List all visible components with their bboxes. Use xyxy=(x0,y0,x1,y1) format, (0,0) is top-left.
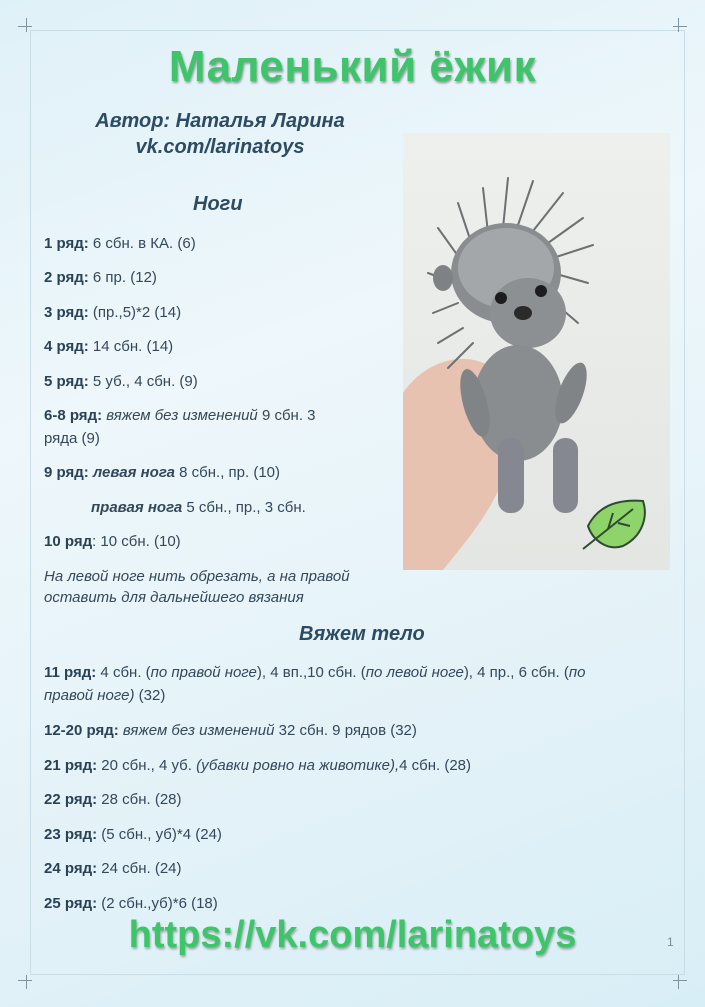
row-text: (пр.,5)*2 (14) xyxy=(88,304,182,321)
row-italic: по левой ноге xyxy=(365,664,464,681)
hedgehog-photo xyxy=(403,133,670,570)
author-link[interactable]: vk.com/larinatoys xyxy=(135,136,305,158)
row-italic: правая нога xyxy=(91,499,183,516)
note-line: На левой ноге нить обрезать, а на правой xyxy=(44,568,350,585)
pattern-row xyxy=(44,461,280,484)
pattern-row xyxy=(44,335,173,358)
row-italic: вяжем без изменений xyxy=(118,722,275,739)
row-italic: по правой ноге xyxy=(150,664,257,681)
row-text: 5 уб., 4 сбн. (9) xyxy=(88,373,198,390)
pattern-row xyxy=(44,857,182,880)
footer-link[interactable]: https://vk.com/larinatoys xyxy=(128,914,577,956)
author-block xyxy=(70,108,370,160)
row-italic: (убавки ровно на животике), xyxy=(196,757,400,774)
row-label: 25 ряд: xyxy=(44,895,98,912)
row-italic: по xyxy=(568,664,586,681)
pattern-row xyxy=(44,530,181,553)
section-heading-legs: Ноги xyxy=(193,193,243,215)
row-text: 6 пр. (12) xyxy=(88,269,157,286)
row-label: 9 ряд: xyxy=(44,464,89,481)
pattern-row xyxy=(44,661,664,707)
row-text: 8 сбн., пр. (10) xyxy=(174,464,281,481)
row-text: ), 4 пр., 6 сбн. ( xyxy=(463,664,569,681)
row-text: ряда (9) xyxy=(44,430,100,447)
row-text: 20 сбн., 4 уб. xyxy=(97,757,197,774)
row-label: 6-8 ряд: xyxy=(44,407,103,424)
page-title: Маленький ёжик xyxy=(168,42,537,91)
row-text: 9 сбн. 3 xyxy=(257,407,316,424)
row-label: 1 ряд: xyxy=(44,235,89,252)
row-text: 28 сбн. (28) xyxy=(97,791,182,808)
row-text: 14 сбн. (14) xyxy=(88,338,174,355)
row-text: ), 4 вп.,10 сбн. ( xyxy=(256,664,366,681)
row-label: 10 ряд xyxy=(44,533,93,550)
pattern-row xyxy=(44,823,222,846)
row-label: 12-20 ряд: xyxy=(44,722,119,739)
note-line: оставить для дальнейшего вязания xyxy=(44,589,304,606)
row-italic: правой ноге) xyxy=(44,687,135,704)
row-text: 4 сбн. ( xyxy=(96,664,151,681)
row-label: 21 ряд: xyxy=(44,757,98,774)
row-label: 5 ряд: xyxy=(44,373,89,390)
author-name: Автор: Наталья Ларина xyxy=(95,110,345,132)
row-italic: вяжем без изменений xyxy=(102,407,258,424)
crop-mark xyxy=(673,26,687,41)
pattern-row xyxy=(91,496,306,519)
row-text: (2 сбн.,уб)*6 (18) xyxy=(97,895,218,912)
row-italic: левая нога xyxy=(88,464,175,481)
pattern-row xyxy=(44,719,417,742)
note xyxy=(44,566,394,608)
row-label: 22 ряд: xyxy=(44,791,98,808)
row-text: 6 сбн. в КА. (6) xyxy=(88,235,196,252)
page-number: 1 xyxy=(667,935,674,949)
crop-mark xyxy=(18,966,32,981)
row-text: 5 сбн., пр., 3 сбн. xyxy=(182,499,306,516)
pattern-row xyxy=(44,892,218,915)
pattern-row xyxy=(44,788,182,811)
row-text: 4 сбн. (28) xyxy=(399,757,472,774)
row-label: 24 ряд: xyxy=(44,860,98,877)
section-heading-body: Вяжем тело xyxy=(299,623,425,645)
crop-mark xyxy=(673,966,687,981)
pattern-row xyxy=(44,754,471,777)
row-label: 23 ряд: xyxy=(44,826,98,843)
row-text: (32) xyxy=(134,687,166,704)
row-label: 2 ряд: xyxy=(44,269,89,286)
row-label: 11 ряд: xyxy=(44,664,97,681)
pattern-row xyxy=(44,404,374,450)
crop-mark xyxy=(18,26,32,41)
pattern-row xyxy=(44,370,198,393)
row-text: 24 сбн. (24) xyxy=(97,860,182,877)
row-label: 4 ряд: xyxy=(44,338,89,355)
pattern-row xyxy=(44,301,181,324)
pattern-row xyxy=(44,266,157,289)
row-label: 3 ряд: xyxy=(44,304,89,321)
row-text: : 10 сбн. (10) xyxy=(92,533,181,550)
row-text: (5 сбн., уб)*4 (24) xyxy=(97,826,222,843)
pattern-row xyxy=(44,232,196,255)
row-text: 32 сбн. 9 рядов (32) xyxy=(274,722,417,739)
